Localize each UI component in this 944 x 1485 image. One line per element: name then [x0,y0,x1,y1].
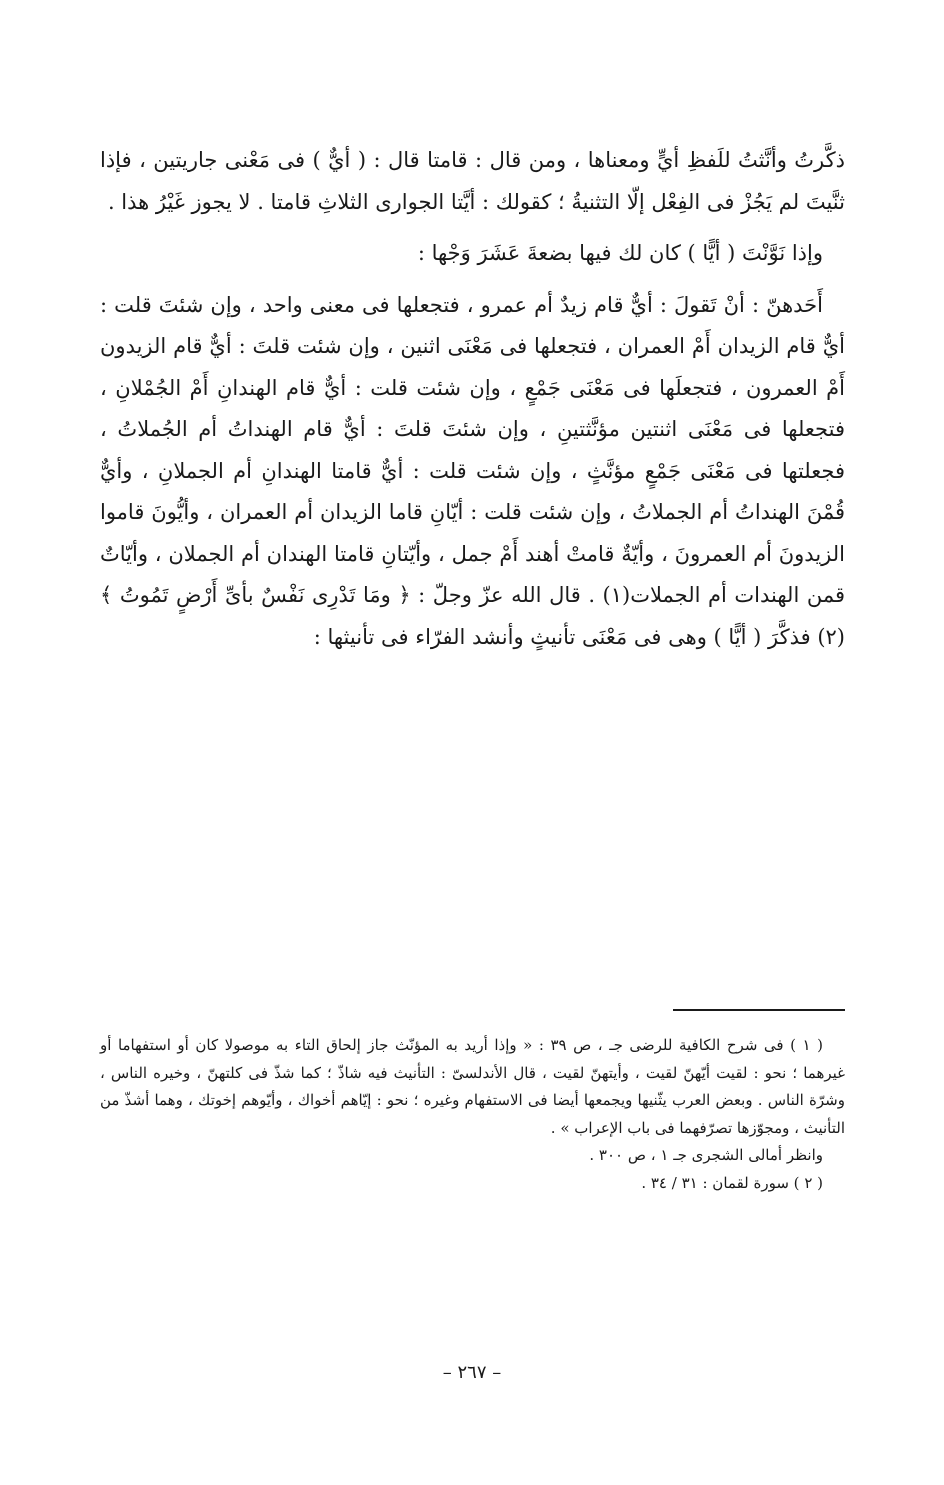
footnote-1-reference: وانظر أمالى الشجرى جـ ١ ، ص ٣٠٠ . [589,1146,823,1164]
footnote-2: ( ٢ ) سورة لقمان : ٣١ / ٣٤ . [641,1173,823,1192]
page-number: – ٢٦٧ – [442,1362,502,1383]
footnote-1: ( ١ ) فى شرح الكافية للرضى جـ ، ص ٣٩ : « وإذا أريد به المؤنّث جاز إلحاق التاء به موصولا كان أو استفهاما أو غيرهما ؛ نحو : لقيت أيّهنّ لقيت ، وأيتهنّ لقيت ، قال الأندلسىّ : التأنيث فيه شاذّ ؛ كما شذّ فى كلتهنّ ، وخيره الناس ، وشرّة الناس . وبعض العرب يثّنيها ويجمعها أيضا فى الاستفهام وغيره ؛ نحو : إيّاهم أخواك ، وأيّوهم إخوتك ، وهما أشذّ من التأنيث ، ومجوّزها تصرّفهما فى باب الإعراب » . [100,1036,845,1137]
main-text [100,140,845,658]
footnote-divider [673,1009,845,1011]
paragraph-1: ذكَّرتُ وأنَّثتُ للَفظِ أيٍّ ومعناها ، ومن قال : قامتا قال : ( أيٌّ ) فى مَعْنى جاريتين ، فإذا ثنَّيتَ لم يَجُزْ فى الفِعْل إلّا التثنيةُ ؛ كقولك : أيَّتا الجوارى الثلاثِ قامتا . لا يجوز غَيْرُ هذا . [100,148,845,214]
footnotes [100,1032,845,1197]
paragraph-3: أَحَدهنّ : أنْ تَقولَ : أيٌّ قام زيدٌ أم عمرو ، فتجعلها فى معنى واحد ، وإن شئتَ قلت : أيٌّ قام الزيدان أَمْ العمران ، فتجعلها فى مَعْنَى اثنين ، وإن شئت قلتَ : أيٌّ قام الزيدون أَمْ العمرون ، فتجعلَها فى مَعْنَى جَمْعٍ ، وإن شئت قلت : أيٌّ قام الهندانِ أَمْ الجُمْلانِ ، فتجعلها فى مَعْنَى اثنتين مؤنَّثتينِ ، وإن شئتَ قلتَ : أيٌّ قام الهنداتُ أم الجُملاتُ ، فجعلتها فى مَعْنَى جَمْعٍ مؤنَّثٍ ، وإن شئت قلت : أيٌّ قامتا الهندانِ أم الجملانِ ، وأيٌّ قُمْنَ الهنداتُ أم الجملاتُ ، وإن شئت قلت : أيّانِ قاما الزيدان أم العمران ، وأيُّونَ قاموا الزيدونَ أم العمرونَ ، وأيّةٌ قامتْ أهند أَمْ جمل ، وأيّتانِ قامتا الهندان أم الجملان ، وأيّاتٌ قمن الهندات أم الجملات(١) . قال الله عزّ وجلّ : ﴿ ومَا تَدْرِى نَفْسٌ بأىِّ أَرْضٍ تَمُوتُ ﴾(٢) فذكَّرَ ( أيًّا ) وهى فى مَعْنَى تأنيثٍ وأنشد الفرّاء فى تأنيثها : [100,292,845,649]
paragraph-2: وإذا نَوَّنْتَ ( أيًّا ) كان لك فيها بضعةَ عَشَرَ وَجْها : [417,241,823,265]
